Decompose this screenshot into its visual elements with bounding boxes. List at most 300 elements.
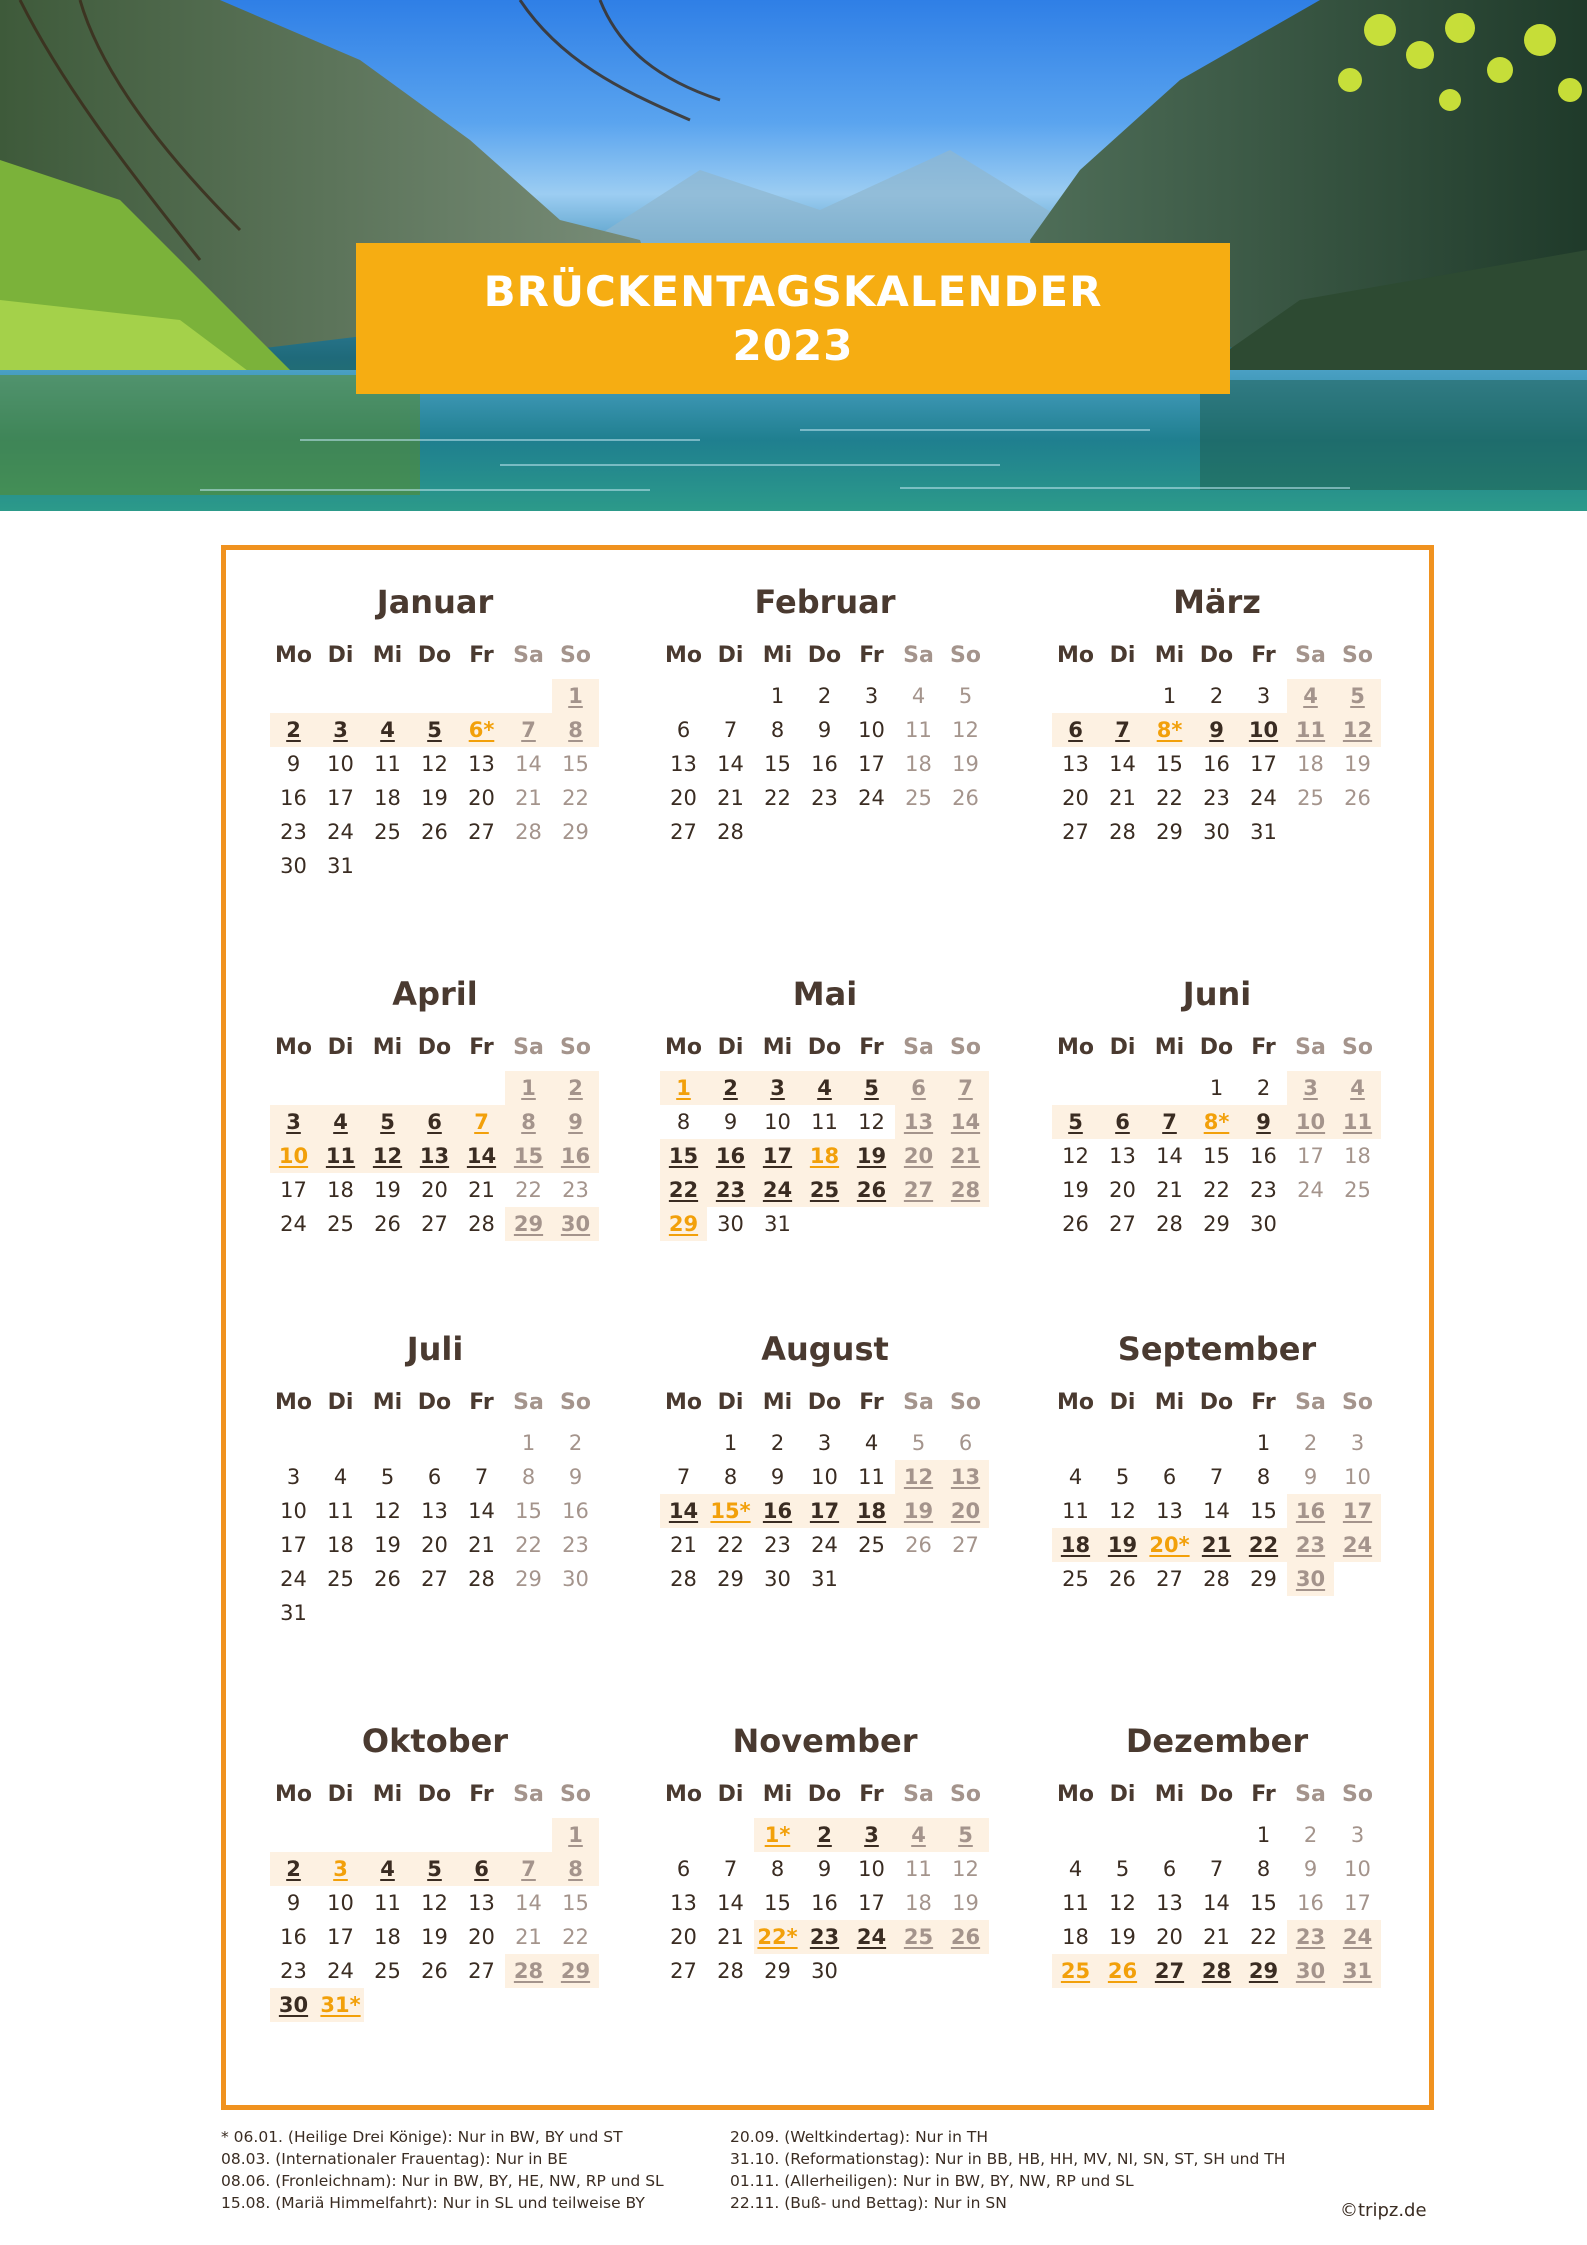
day-cell: 9 (286, 752, 301, 776)
weekday-header: Do (1199, 1035, 1234, 1060)
weekday-header: Mo (664, 1035, 702, 1060)
weekday-header: Do (417, 1782, 452, 1807)
weekday-header: So (560, 1035, 591, 1060)
day-cell: 27 (1156, 1567, 1183, 1591)
day-cell: 13 (468, 752, 495, 776)
day-cell: 15 (764, 1891, 791, 1915)
weekday-header: Di (1109, 1782, 1136, 1807)
day-cell: 9 (568, 1465, 583, 1489)
day-cell: 7 (942, 1071, 989, 1105)
day-cell: 23 (1250, 1178, 1277, 1202)
weekday-header: So (1342, 1035, 1373, 1060)
day-cell: 27 (670, 1959, 697, 1983)
month-title: Juni (1182, 975, 1252, 1013)
day-cell: 15 (764, 752, 791, 776)
weekday-header: Di (1109, 1035, 1136, 1060)
weekday-header: Di (717, 1390, 744, 1415)
weekday-header: Mi (1154, 1390, 1185, 1415)
day-cell: 28 (1156, 1212, 1183, 1236)
weekday-header: Do (1199, 643, 1234, 668)
day-cell: 20 (942, 1494, 989, 1528)
month-title: Februar (754, 583, 896, 621)
day-cell: 18 (801, 1139, 848, 1173)
day-cell: 7 (676, 1465, 691, 1489)
day-cell: 18 (848, 1494, 895, 1528)
weekday-header: Sa (1295, 643, 1326, 668)
day-cell: 12 (895, 1460, 942, 1494)
day-cell: 9 (1303, 1857, 1318, 1881)
day-cell: 14 (1203, 1499, 1230, 1523)
day-cell: 19 (895, 1494, 942, 1528)
footnote: 08.03. (Internationaler Frauentag): Nur in BE (221, 2150, 568, 2168)
day-cell: 10 (1287, 1105, 1334, 1139)
weekday-header: Mi (762, 1782, 793, 1807)
day-cell: 30 (1203, 820, 1230, 844)
day-cell: 15 (1250, 1891, 1277, 1915)
weekday-header: Do (807, 1035, 842, 1060)
day-cell: 27 (421, 1212, 448, 1236)
day-cell: 12 (1334, 713, 1381, 747)
day-cell: 31 (327, 854, 354, 878)
day-cell: 28 (1109, 820, 1136, 844)
day-cell: 22 (1250, 1925, 1277, 1949)
month-title: November (732, 1722, 918, 1760)
day-cell: 18 (327, 1533, 354, 1557)
footnote: 01.11. (Allerheiligen): Nur in BW, BY, NW, RP und SL (730, 2172, 1134, 2190)
day-cell: 15 (660, 1139, 707, 1173)
day-cell: 14 (1156, 1144, 1183, 1168)
day-cell: 20 (468, 1925, 495, 1949)
weekday-header: Mo (274, 643, 312, 668)
weekday-header: Fr (859, 1782, 884, 1807)
day-cell: 11 (374, 752, 401, 776)
day-cell: 8 (770, 718, 785, 742)
day-cell: 5 (380, 1465, 395, 1489)
day-cell: 3 (317, 713, 364, 747)
day-cell: 30 (811, 1959, 838, 1983)
day-cell: 4 (333, 1465, 348, 1489)
day-cell: 15 (1250, 1499, 1277, 1523)
day-cell: 6 (427, 1465, 442, 1489)
day-cell: 20* (1146, 1528, 1193, 1562)
weekday-header: Do (1199, 1390, 1234, 1415)
day-cell: 26 (1062, 1212, 1089, 1236)
day-cell: 12 (952, 718, 979, 742)
day-cell: 26 (421, 1959, 448, 1983)
month-title: Juli (406, 1330, 464, 1368)
day-cell: 30 (1250, 1212, 1277, 1236)
day-cell: 30 (764, 1567, 791, 1591)
day-cell: 26 (1099, 1954, 1146, 1988)
weekday-header: Fr (469, 1390, 494, 1415)
footnote: * 06.01. (Heilige Drei Könige): Nur in BW, BY und ST (221, 2128, 623, 2146)
day-cell: 19 (374, 1178, 401, 1202)
day-cell: 8 (552, 1852, 599, 1886)
title-line-2: 2023 (732, 320, 854, 370)
day-cell: 25 (1297, 786, 1324, 810)
day-cell: 1 (1256, 1823, 1271, 1847)
day-cell: 24 (1334, 1528, 1381, 1562)
day-cell: 4 (895, 1818, 942, 1852)
day-cell: 13 (1156, 1891, 1183, 1915)
weekday-header: Di (717, 1035, 744, 1060)
weekday-header: Mi (372, 1782, 403, 1807)
day-cell: 2 (1303, 1431, 1318, 1455)
weekday-header: Sa (1295, 1782, 1326, 1807)
day-cell: 11 (905, 1857, 932, 1881)
day-cell: 19 (952, 1891, 979, 1915)
day-cell: 16 (280, 786, 307, 810)
day-cell: 9 (1193, 713, 1240, 747)
day-cell: 22 (562, 786, 589, 810)
weekday-header: Mo (1056, 1390, 1094, 1415)
day-cell: 30 (562, 1567, 589, 1591)
weekday-header: Di (327, 1390, 354, 1415)
day-cell: 5 (1334, 679, 1381, 713)
day-cell: 2 (1303, 1823, 1318, 1847)
weekday-header: Do (417, 1390, 452, 1415)
day-cell: 3 (1287, 1071, 1334, 1105)
day-cell: 13 (670, 1891, 697, 1915)
day-cell: 15 (1156, 752, 1183, 776)
day-cell: 10 (1344, 1857, 1371, 1881)
day-cell: 25 (374, 1959, 401, 1983)
day-cell: 6* (458, 713, 505, 747)
month-title: August (761, 1330, 889, 1368)
weekday-header: So (560, 1782, 591, 1807)
day-cell: 22* (754, 1920, 801, 1954)
day-cell: 24 (811, 1533, 838, 1557)
day-cell: 9 (723, 1110, 738, 1134)
weekday-header: Fr (1251, 1782, 1276, 1807)
day-cell: 27 (1146, 1954, 1193, 1988)
day-cell: 13 (468, 1891, 495, 1915)
day-cell: 27 (1109, 1212, 1136, 1236)
day-cell: 4 (911, 684, 926, 708)
weekday-header: Fr (859, 643, 884, 668)
weekday-header: So (1342, 1782, 1373, 1807)
day-cell: 13 (942, 1460, 989, 1494)
day-cell: 7 (1146, 1105, 1193, 1139)
weekday-header: So (1342, 643, 1373, 668)
day-cell: 18 (1297, 752, 1324, 776)
day-cell: 12 (1109, 1891, 1136, 1915)
weekday-header: Do (807, 1782, 842, 1807)
day-cell: 22 (515, 1178, 542, 1202)
day-cell: 1 (1162, 684, 1177, 708)
day-cell: 21 (515, 1925, 542, 1949)
day-cell: 5 (911, 1431, 926, 1455)
day-cell: 3 (1350, 1431, 1365, 1455)
day-cell: 11 (374, 1891, 401, 1915)
day-cell: 28 (670, 1567, 697, 1591)
day-cell: 8 (723, 1465, 738, 1489)
weekday-header: So (950, 643, 981, 668)
day-cell: 22 (562, 1925, 589, 1949)
weekday-header: Di (1109, 643, 1136, 668)
day-cell: 8 (505, 1105, 552, 1139)
day-cell: 24 (858, 786, 885, 810)
day-cell: 22 (1203, 1178, 1230, 1202)
weekday-header: Fr (1251, 643, 1276, 668)
weekday-header: Sa (1295, 1390, 1326, 1415)
day-cell: 19 (1344, 752, 1371, 776)
day-cell: 29 (552, 1954, 599, 1988)
day-cell: 26 (942, 1920, 989, 1954)
day-cell: 4 (1068, 1857, 1083, 1881)
day-cell: 10 (764, 1110, 791, 1134)
day-cell: 14 (515, 1891, 542, 1915)
day-cell: 24 (280, 1212, 307, 1236)
footnotes-right (730, 2126, 1285, 2214)
weekday-header: Sa (903, 1035, 934, 1060)
day-cell: 20 (895, 1139, 942, 1173)
day-cell: 9 (286, 1891, 301, 1915)
day-cell: 27 (895, 1173, 942, 1207)
day-cell: 21 (1109, 786, 1136, 810)
day-cell: 28 (468, 1212, 495, 1236)
day-cell: 26 (1109, 1567, 1136, 1591)
day-cell: 12 (421, 752, 448, 776)
day-cell: 25 (1052, 1954, 1099, 1988)
day-cell: 14 (515, 752, 542, 776)
weekday-header: Sa (903, 1390, 934, 1415)
day-cell: 4 (364, 713, 411, 747)
day-cell: 2 (801, 1818, 848, 1852)
day-cell: 16 (754, 1494, 801, 1528)
weekday-header: Sa (513, 1035, 544, 1060)
day-cell: 17 (280, 1533, 307, 1557)
day-cell: 27 (468, 1959, 495, 1983)
day-cell: 31 (811, 1567, 838, 1591)
day-cell: 12 (421, 1891, 448, 1915)
day-cell: 19 (952, 752, 979, 776)
footnote: 20.09. (Weltkindertag): Nur in TH (730, 2128, 988, 2146)
day-cell: 31 (764, 1212, 791, 1236)
day-cell: 8 (770, 1857, 785, 1881)
day-cell: 16 (1203, 752, 1230, 776)
day-cell: 30 (717, 1212, 744, 1236)
day-cell: 14 (717, 752, 744, 776)
day-cell: 20 (670, 786, 697, 810)
weekday-header: Mi (372, 1035, 403, 1060)
day-cell: 25 (905, 786, 932, 810)
weekday-header: Sa (513, 1782, 544, 1807)
day-cell: 29 (717, 1567, 744, 1591)
weekday-header: Sa (513, 643, 544, 668)
day-cell: 6 (676, 718, 691, 742)
day-cell: 27 (421, 1567, 448, 1591)
day-cell: 5 (411, 1852, 458, 1886)
day-cell: 18 (905, 1891, 932, 1915)
day-cell: 6 (676, 1857, 691, 1881)
day-cell: 24 (327, 1959, 354, 1983)
day-cell: 20 (1156, 1925, 1183, 1949)
day-cell: 29 (562, 820, 589, 844)
day-cell: 24 (1250, 786, 1277, 810)
day-cell: 1 (552, 1818, 599, 1852)
day-cell: 16 (707, 1139, 754, 1173)
day-cell: 28 (717, 1959, 744, 1983)
day-cell: 30 (280, 854, 307, 878)
day-cell: 8 (552, 713, 599, 747)
month-title: März (1173, 583, 1261, 621)
day-cell: 5 (364, 1105, 411, 1139)
month-title: Mai (792, 975, 858, 1013)
weekday-header: So (950, 1782, 981, 1807)
weekday-header: Sa (903, 1782, 934, 1807)
day-cell: 29 (1203, 1212, 1230, 1236)
day-cell: 7 (1099, 713, 1146, 747)
day-cell: 23 (764, 1533, 791, 1557)
day-cell: 16 (811, 1891, 838, 1915)
day-cell: 12 (364, 1139, 411, 1173)
day-cell: 12 (374, 1499, 401, 1523)
day-cell: 21 (1193, 1528, 1240, 1562)
weekday-header: Do (807, 1390, 842, 1415)
day-cell: 28 (717, 820, 744, 844)
day-cell: 10 (858, 1857, 885, 1881)
footnote: 22.11. (Buß- und Bettag): Nur in SN (730, 2194, 1007, 2212)
month-title: September (1117, 1330, 1317, 1368)
day-cell: 1 (723, 1431, 738, 1455)
weekday-header: Mo (1056, 643, 1094, 668)
day-cell: 6 (1052, 713, 1099, 747)
day-cell: 10 (1240, 713, 1287, 747)
day-cell: 22 (717, 1533, 744, 1557)
day-cell: 29 (515, 1567, 542, 1591)
day-cell: 2 (270, 1852, 317, 1886)
day-cell: 19 (1062, 1178, 1089, 1202)
day-cell: 7 (1209, 1465, 1224, 1489)
day-cell: 15 (515, 1499, 542, 1523)
weekday-header: Sa (903, 643, 934, 668)
day-cell: 20 (1062, 786, 1089, 810)
day-cell: 23 (801, 1920, 848, 1954)
day-cell: 10 (811, 1465, 838, 1489)
weekday-header: Fr (1251, 1035, 1276, 1060)
day-cell: 14 (458, 1139, 505, 1173)
day-cell: 4 (864, 1431, 879, 1455)
day-cell: 21 (717, 1925, 744, 1949)
day-cell: 7 (505, 1852, 552, 1886)
day-cell: 2 (1256, 1076, 1271, 1100)
day-cell: 23 (1287, 1528, 1334, 1562)
weekday-header: Di (1109, 1390, 1136, 1415)
day-cell: 17 (1250, 752, 1277, 776)
day-cell: 1 (770, 684, 785, 708)
day-cell: 28 (515, 820, 542, 844)
day-cell: 29 (1156, 820, 1183, 844)
day-cell: 7 (474, 1465, 489, 1489)
day-cell: 23 (707, 1173, 754, 1207)
day-cell: 17 (1344, 1891, 1371, 1915)
day-cell: 11 (1062, 1891, 1089, 1915)
day-cell: 11 (905, 718, 932, 742)
day-cell: 14 (942, 1105, 989, 1139)
day-cell: 30 (1287, 1954, 1334, 1988)
day-cell: 26 (1344, 786, 1371, 810)
day-cell: 16 (1250, 1144, 1277, 1168)
day-cell: 22 (1156, 786, 1183, 810)
day-cell: 22 (764, 786, 791, 810)
day-cell: 2 (707, 1071, 754, 1105)
day-cell: 11 (1287, 713, 1334, 747)
day-cell: 3 (270, 1105, 317, 1139)
day-cell: 11 (1062, 1499, 1089, 1523)
day-cell: 17 (280, 1178, 307, 1202)
day-cell: 14 (1203, 1891, 1230, 1915)
weekday-header: Di (327, 1782, 354, 1807)
day-cell: 29 (1240, 1954, 1287, 1988)
day-cell: 5 (1052, 1105, 1099, 1139)
day-cell: 13 (421, 1499, 448, 1523)
day-cell: 4 (364, 1852, 411, 1886)
day-cell: 7 (1209, 1857, 1224, 1881)
day-cell: 19 (848, 1139, 895, 1173)
day-cell: 28 (468, 1567, 495, 1591)
day-cell: 15 (505, 1139, 552, 1173)
day-cell: 24 (848, 1920, 895, 1954)
day-cell: 28 (1203, 1567, 1230, 1591)
day-cell: 30 (552, 1207, 599, 1241)
weekday-header: Do (807, 643, 842, 668)
day-cell: 16 (1297, 1891, 1324, 1915)
day-cell: 25 (327, 1567, 354, 1591)
day-cell: 2 (770, 1431, 785, 1455)
weekday-header: Fr (1251, 1390, 1276, 1415)
day-cell: 6 (1162, 1857, 1177, 1881)
hero-photo (0, 0, 1587, 511)
day-cell: 5 (958, 684, 973, 708)
day-cell: 9 (1240, 1105, 1287, 1139)
day-cell: 3 (817, 1431, 832, 1455)
day-cell: 6 (1099, 1105, 1146, 1139)
day-cell: 27 (468, 820, 495, 844)
day-cell: 12 (1109, 1499, 1136, 1523)
month-title: Januar (376, 583, 494, 621)
day-cell: 25 (801, 1173, 848, 1207)
weekday-header: Mi (372, 643, 403, 668)
day-cell: 27 (670, 820, 697, 844)
day-cell: 9 (552, 1105, 599, 1139)
day-cell: 29 (1250, 1567, 1277, 1591)
day-cell: 18 (1062, 1925, 1089, 1949)
weekday-header: Mi (372, 1390, 403, 1415)
weekday-header: Mo (664, 1782, 702, 1807)
day-cell: 21 (717, 786, 744, 810)
day-cell: 10 (280, 1499, 307, 1523)
day-cell: 17 (801, 1494, 848, 1528)
day-cell: 12 (1062, 1144, 1089, 1168)
day-cell: 16 (1287, 1494, 1334, 1528)
day-cell: 13 (1062, 752, 1089, 776)
day-cell: 5 (848, 1071, 895, 1105)
day-cell: 26 (374, 1212, 401, 1236)
day-cell: 22 (660, 1173, 707, 1207)
day-cell: 11 (811, 1110, 838, 1134)
day-cell: 14 (717, 1891, 744, 1915)
day-cell: 19 (374, 1533, 401, 1557)
day-cell: 31 (1250, 820, 1277, 844)
day-cell: 25 (858, 1533, 885, 1557)
day-cell: 17 (327, 786, 354, 810)
weekday-header: Di (717, 1782, 744, 1807)
day-cell: 5 (1115, 1465, 1130, 1489)
day-cell: 19 (421, 1925, 448, 1949)
day-cell: 19 (421, 786, 448, 810)
day-cell: 10 (1344, 1465, 1371, 1489)
